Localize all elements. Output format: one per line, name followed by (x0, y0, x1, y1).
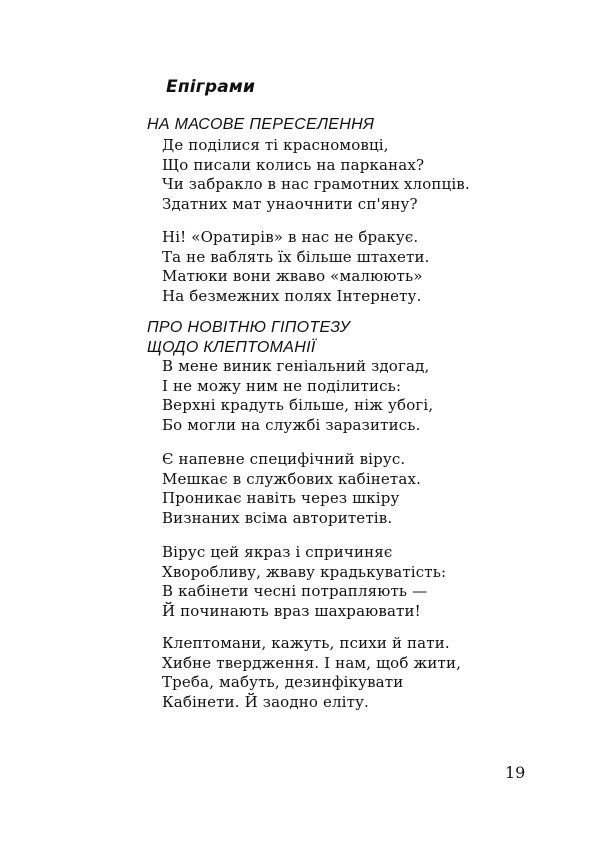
verse-line: Кабінети. Й заодно еліту. (162, 692, 369, 711)
verse-line: Верхні крадуть більше, ніж убогі, (162, 396, 434, 414)
verse-line: В кабінети чесні потрапляють — (162, 582, 428, 600)
poem-title-line: ПРО НОВІТНЮ ГІПОТЕЗУ (147, 319, 351, 336)
verse-line: Й починають враз шахраювати! (162, 601, 421, 620)
stanza (162, 228, 430, 306)
stanza (162, 136, 470, 214)
stanza (162, 543, 446, 621)
verse-line: Хворобливу, жваву крадькуватість: (162, 562, 447, 581)
verse-line: Матюки вони жваво «малюють» (162, 267, 423, 285)
verse-line: І не можу ним не поділитись: (162, 376, 402, 395)
page-number: 19 (505, 763, 526, 782)
verse-line: Проникає навіть через шкіру (162, 489, 400, 507)
verse-line: Визнаних всіма авторитетів. (162, 508, 393, 527)
stanza (162, 634, 461, 712)
verse-line: Що писали колись на парканах? (162, 155, 425, 174)
verse-line: Чи забракло в нас грамотних хлопців. (162, 175, 470, 193)
poem-title (147, 115, 374, 135)
verse-line: Де поділися ті красномовці, (162, 136, 389, 154)
verse-line: Здатних мат унаочнити сп'яну? (162, 194, 418, 213)
poem-title-line: ЩОДО КЛЕПТОМАНІЇ (147, 339, 316, 356)
verse-line: В мене виник геніальний здогад, (162, 357, 430, 375)
verse-line: Мешкає в службових кабінетах. (162, 469, 422, 488)
verse-line: Хибне твердження. І нам, щоб жити, (162, 653, 462, 672)
verse-line: Бо могли на службі заразитись. (162, 415, 421, 434)
verse-line: Треба, мабуть, дезинфікувати (162, 673, 404, 691)
verse-line: Є напевне специфічний вірус. (162, 450, 406, 468)
verse-line: На безмежних полях Інтернету. (162, 286, 422, 305)
stanza (162, 357, 433, 435)
verse-line: Клептомани, кажуть, психи й пати. (162, 634, 450, 652)
section-title: Епіграми (166, 77, 256, 97)
stanza (162, 450, 421, 528)
poem-title (147, 318, 350, 358)
verse-line: Ні! «Оратирів» в нас не бракує. (162, 228, 419, 246)
verse-line: Та не ваблять їх більше штахети. (162, 247, 430, 266)
poem-title-line: НА МАСОВЕ ПЕРЕСЕЛЕННЯ (147, 116, 375, 133)
verse-line: Вірус цей якраз і спричиняє (162, 543, 393, 561)
